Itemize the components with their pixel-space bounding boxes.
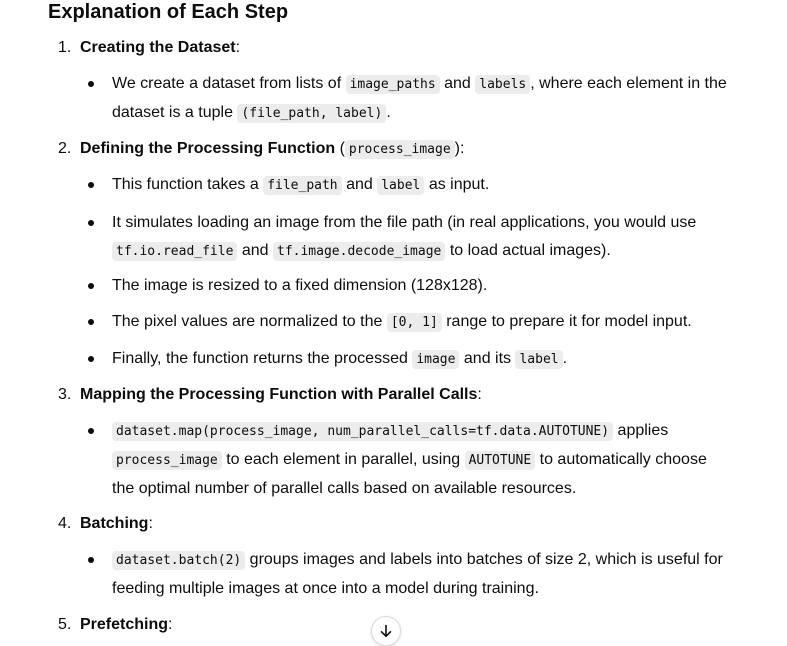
inline-code: (file_path, label) (237, 104, 386, 123)
bullet-text: range to prepare it for model input. (441, 313, 692, 330)
step-item (48, 36, 768, 121)
bullet-text: as input. (424, 176, 490, 193)
step-title: Creating the Dataset (80, 39, 236, 56)
bullet-text: The image is resized to a fixed dimension (128x128). (112, 277, 488, 294)
bullet-item (48, 171, 732, 200)
step-number: 4. (58, 515, 72, 532)
inline-code: image_paths (346, 75, 440, 94)
bullet-item (48, 345, 732, 374)
step-title-suffix: : (148, 515, 153, 532)
bullet-text: , where each element in the dataset is a tuple (112, 75, 727, 121)
step-item (48, 613, 768, 637)
step-title: Batching (80, 515, 149, 532)
step-item (48, 383, 768, 497)
step-title: Prefetching (80, 616, 169, 633)
bullet-text: Finally, the function returns the processed (112, 350, 413, 367)
inline-code: labels (475, 75, 530, 94)
step-heading (48, 383, 768, 407)
bullet-item (48, 417, 732, 503)
section-heading: Explanation of Each Step (48, 1, 289, 23)
bullet-item (48, 70, 732, 128)
step-heading (48, 512, 768, 536)
step-number: 2. (58, 140, 72, 157)
step-title-suffix: : (235, 39, 241, 56)
bullet-item (48, 308, 732, 337)
step-item (48, 137, 768, 367)
inline-code: tf.io.read_file (112, 242, 237, 261)
bullet-text: We create a dataset from lists of (112, 75, 346, 92)
bullet-item (48, 209, 732, 266)
bullet-text: The pixel values are normalized to the (112, 313, 387, 330)
inline-code: image (412, 350, 459, 369)
inline-code: label (377, 176, 424, 195)
inline-code: dataset.batch(2) (112, 551, 245, 570)
step-title-suffix: : (477, 386, 482, 403)
bullet-text: applies (613, 422, 669, 439)
step-number: 5. (58, 616, 72, 633)
inline-code: [0, 1] (387, 313, 442, 332)
inline-code: process_image (345, 140, 455, 159)
bullet-text: and (439, 75, 476, 92)
inline-code: file_path (263, 176, 341, 195)
bullet-text: and its (459, 350, 516, 367)
inline-code: tf.image.decode_image (273, 242, 445, 261)
bullet-text: . (386, 104, 391, 121)
bullet-text: . (562, 350, 568, 367)
inline-code: dataset.map(process_image, num_parallel_calls=tf.data.AUTOTUNE) (112, 422, 613, 441)
inline-code: AUTOTUNE (465, 451, 536, 470)
arrow-down-icon (378, 623, 394, 639)
step-title: Defining the Processing Function (80, 140, 336, 157)
step-number: 1. (58, 39, 72, 56)
bullet-text: to each element in parallel, using (221, 451, 465, 468)
bullet-text: to automatically choose the optimal number of parallel calls based on available resources. (112, 451, 707, 497)
step-title-suffix: ): (454, 140, 465, 157)
step-title-suffix: : (168, 616, 173, 633)
step-title-paren: ( (335, 140, 345, 157)
step-number: 3. (58, 386, 72, 403)
bullet-text: This function takes a (112, 176, 264, 193)
inline-code: label (515, 350, 562, 369)
bullet-text: groups images and labels into batches of size 2, which is useful for feeding multiple images at once into a model during training. (112, 551, 723, 597)
step-item (48, 512, 768, 597)
bullet-item (48, 272, 732, 300)
step-title: Mapping the Processing Function with Parallel Calls (80, 386, 478, 403)
bullet-text: to load actual images). (445, 242, 611, 259)
step-heading (48, 137, 768, 162)
bullet-text: and (341, 176, 378, 193)
bullet-item (48, 546, 732, 603)
bullet-text: It simulates loading an image from the file path (in real applications, you would use (112, 214, 697, 231)
bullet-text: and (237, 242, 273, 259)
step-heading (48, 36, 768, 60)
step-heading (48, 613, 768, 637)
message-content (48, 0, 768, 633)
inline-code: process_image (112, 451, 222, 470)
